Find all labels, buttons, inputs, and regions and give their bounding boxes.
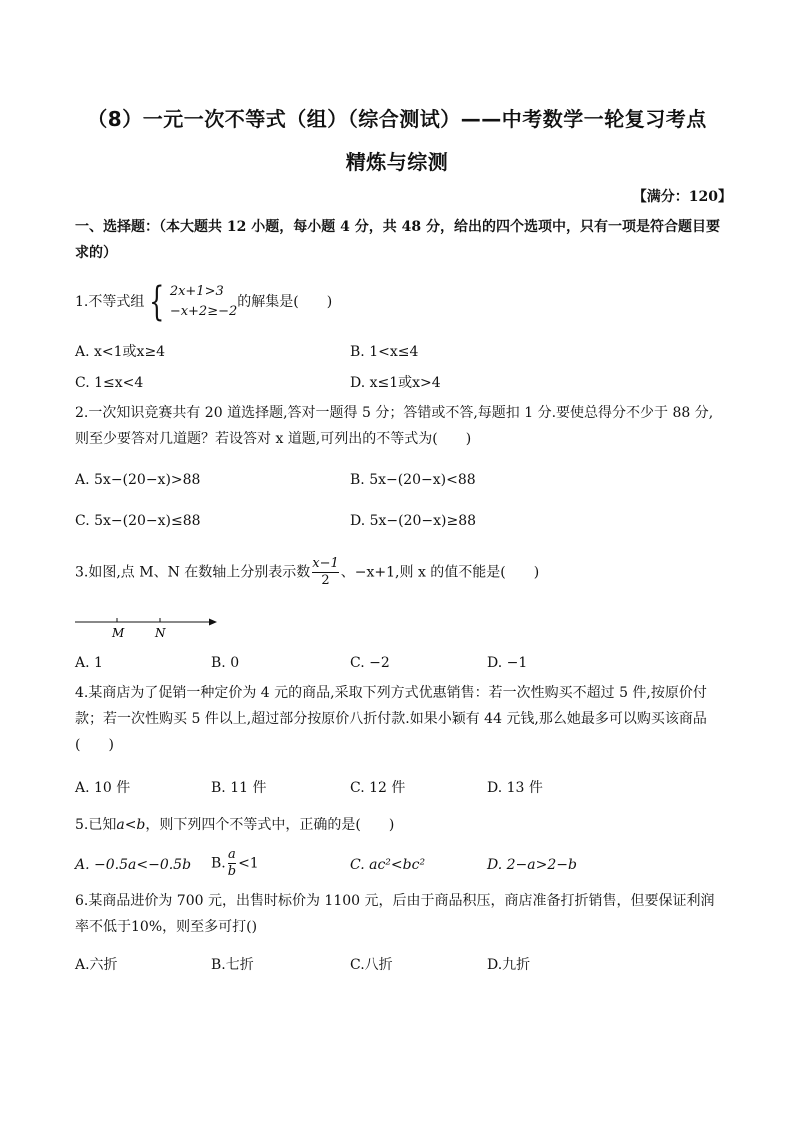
q5-option-c: C. ac²<bc²	[350, 857, 426, 873]
q1-option-a: A. x<1或x≥4	[75, 344, 166, 360]
q5-option-a: A. −0.5a<−0.5b	[75, 857, 192, 873]
q3-option-d: D. −1	[487, 655, 528, 671]
q2-option-d: D. 5x−(20−x)≥88	[350, 513, 477, 529]
inequality-system: { 2x+1>3 −x+2≥−2	[149, 279, 238, 325]
q2-option-c: C. 5x−(20−x)≤88	[75, 513, 201, 529]
full-score: 【满分：120】	[632, 189, 732, 205]
q3-fraction: $\frac{x-1}{2}$	[312, 556, 339, 588]
system-line-2: −x+2≥−2	[169, 304, 238, 319]
page-title-line2: 精炼与综测	[345, 150, 449, 174]
system-line-1: 2x+1>3	[169, 284, 224, 299]
q1-option-b: B. 1<x≤4	[350, 344, 419, 360]
q4-option-a: A. 10 件	[75, 780, 131, 796]
q6-option-a: A.六折	[75, 957, 118, 973]
q6-option-b: B.七折	[211, 957, 254, 973]
question-1	[75, 279, 725, 325]
question-5: 5.已知a<b，则下列四个不等式中，正确的是( )	[75, 817, 395, 833]
q5-option-b: B. $\frac{a}{b}$ <1	[211, 847, 259, 879]
q6-option-d: D.九折	[487, 957, 531, 973]
question-6: 6.某商品进价为 700 元，出售时标价为 1100 元，后由于商品积压，商店准备打折销售，但要保证利润率不低于10%，则至多可打()	[75, 893, 715, 935]
q1-option-d: D. x≤1或x>4	[350, 375, 441, 391]
q5-option-d: D. 2−a>2−b	[487, 857, 577, 873]
q4-option-b: B. 11 件	[211, 780, 267, 796]
page-title: （8）一元一次不等式（组）（综合测试）——中考数学一轮复习考点	[87, 107, 707, 131]
q6-option-c: C.八折	[350, 957, 393, 973]
q2-option-a: A. 5x−(20−x)>88	[75, 472, 201, 488]
q3-suffix: 、−x+1,则 x 的值不能是( )	[340, 564, 540, 581]
label-m: M	[112, 626, 125, 640]
q4-option-d: D. 13 件	[487, 780, 543, 796]
question-3	[75, 556, 725, 589]
q3-prefix: 3.如图,点 M、N 在数轴上分别表示数	[75, 564, 311, 581]
arrow-right-icon	[209, 619, 217, 626]
q5-condition: a<b	[116, 817, 146, 833]
section-heading: 一、选择题：（本大题共 12 小题，每小题 4 分，共 48 分，给出的四个选项中，只有一项是符合题目要求的）	[75, 219, 720, 261]
q1-prefix: 1.不等式组	[75, 294, 145, 310]
number-line	[75, 612, 225, 640]
q3-option-b: B. 0	[211, 655, 240, 671]
q1-suffix: 的解集是( )	[237, 294, 333, 310]
question-2: 2.一次知识竞赛共有 20 道选择题,答对一题得 5 分；答错或不答,每题扣 1 分.要使总得分不少于 88 分,则至少要答对几道题？若设答对 x 道题,可列出的不等式为( )	[75, 405, 714, 447]
q4-option-c: C. 12 件	[350, 780, 406, 796]
q2-option-b: B. 5x−(20−x)<88	[350, 472, 476, 488]
label-n: N	[155, 626, 166, 640]
q3-option-c: C. −2	[350, 655, 390, 671]
question-4: 4.某商店为了促销一种定价为 4 元的商品,采取下列方式优惠销售：若一次性购买不超过 5 件,按原价付款；若一次性购买 5 件以上,超过部分按原价八折付款.如果小颖有 44 元钱,那么她最多可以购买该商品( )	[75, 685, 707, 753]
q3-option-a: A. 1	[75, 655, 103, 671]
q1-option-c: C. 1≤x<4	[75, 375, 144, 391]
